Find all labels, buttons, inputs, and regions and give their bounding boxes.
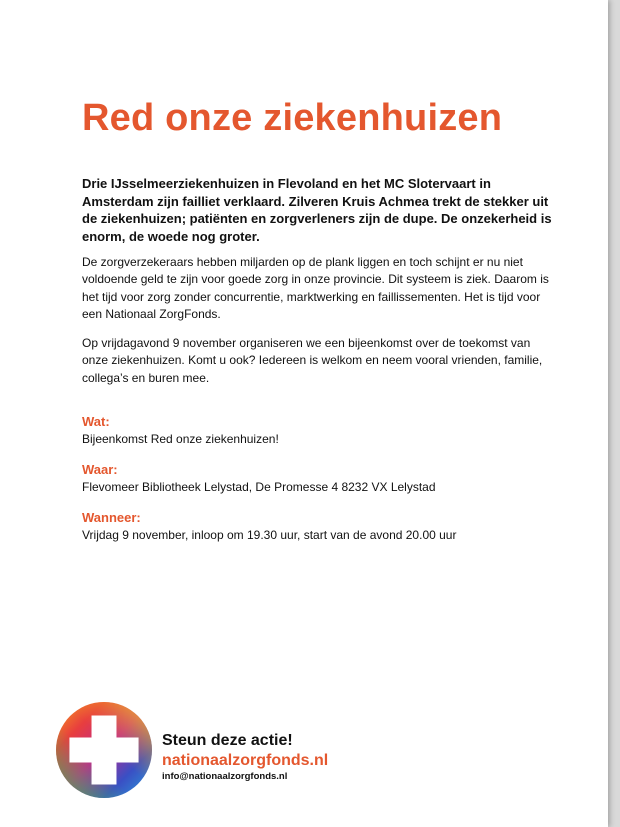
- where-label: Waar:: [82, 462, 118, 477]
- website-link[interactable]: nationaalzorgfonds.nl: [162, 752, 329, 769]
- rainbow-cross-icon: [56, 702, 152, 798]
- when-value: Vrijdag 9 november, inloop om 19.30 uur, start van de avond 20.00 uur: [82, 528, 457, 542]
- support-text: Steun deze actie!: [162, 732, 293, 749]
- what-value: Bijeenkomst Red onze ziekenhuizen!: [82, 432, 279, 446]
- body-paragraph-2: Op vrijdagavond 9 november organiseren we een bijeenkomst over de toekomst van onze ziekenhuizen. Komt u ook? Iedereen is welkom en neem vooral vrienden, familie, collega’s en buren mee.: [82, 336, 543, 385]
- what-label: Wat:: [82, 414, 110, 429]
- intro-paragraph: Drie IJsselmeerziekenhuizen in Flevoland en het MC Slotervaart in Amsterdam zijn failliet verklaard. Zilveren Kruis Achmea trekt de stekker uit de ziekenhuizen; patiënten en zorgverleners zijn de dupe. De onzekerheid is enorm, de woede nog groter.: [82, 176, 552, 244]
- email-link[interactable]: info@nationaalzorgfonds.nl: [162, 771, 288, 782]
- body-paragraph-1: De zorgverzekeraars hebben miljarden op de plank liggen en toch schijnt er nu niet voldoende geld te zijn voor goede zorg in onze provincie. Dit systeem is ziek. Daarom is het tijd voor zorg zonder concurrentie, marktwerking en faillissementen. Het is tijd voor een Nationaal ZorgFonds.: [82, 255, 549, 321]
- page-title: Red onze ziekenhuizen: [82, 97, 503, 139]
- when-label: Wanneer:: [82, 510, 141, 525]
- where-value: Flevomeer Bibliotheek Lelystad, De Promesse 4 8232 VX Lelystad: [82, 480, 436, 494]
